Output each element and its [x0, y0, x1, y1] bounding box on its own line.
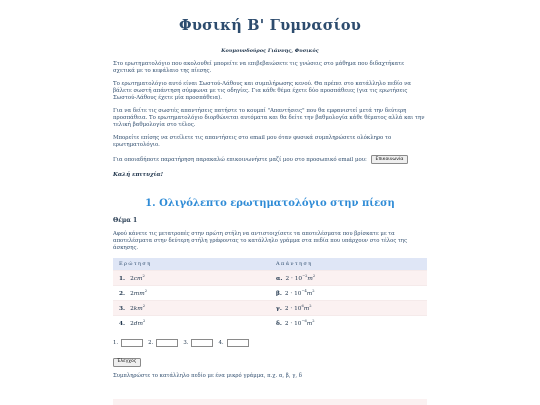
- answer-exponent: 6: [301, 303, 304, 308]
- intro-paragraph-1: Στο ερωτηματολόγιο που ακολουθεί μπορείτε να επιβεβαιώσετε τις γνώσεις στο μάθημα που διδαχτήκατε σχετικά με το κεφάλαιο της πίεσης.: [113, 61, 404, 74]
- question-value: 2: [130, 290, 134, 297]
- question-cell: [113, 270, 270, 285]
- question-table: [113, 258, 427, 330]
- question-unit: dm: [133, 320, 143, 327]
- answer-value: 2 · 10: [284, 305, 302, 312]
- question-unit: mm: [133, 290, 145, 297]
- contact-button[interactable]: Επικοινωνία: [371, 155, 409, 164]
- answer-unit-exponent: 2: [312, 288, 315, 293]
- answer-exponent: −6: [301, 318, 307, 323]
- contact-text: Για οποιαδήποτε παρατήρηση παρακαλώ επικοινωνήστε μαζί μου στο προσωπικό email μου:: [113, 157, 367, 163]
- question-value: 2: [130, 275, 134, 282]
- answer-unit-exponent: 2: [309, 303, 312, 308]
- answer-input-3[interactable]: [191, 339, 213, 347]
- question-value: 2: [130, 320, 134, 327]
- good-luck-text: Καλή επιτυχία!: [113, 172, 164, 178]
- answer-unit: m: [306, 320, 313, 327]
- answer-letter: γ.: [276, 305, 282, 312]
- table-row: [113, 270, 427, 285]
- answer-input-1[interactable]: [121, 339, 143, 347]
- answer-inputs-row: [113, 339, 427, 347]
- answer-label-3: 3.: [183, 340, 189, 346]
- intro-paragraph-2: Το ερωτηματολόγιο αυτό είναι Σωστού-Λάθους και συμπλήρωσης κενού. Θα πρέπει στο κατάλληλο πεδίο να βάλετε σωστή απάντηση σύμφωνα με τις οδηγίες. Για κάθε θέμα έχετε δύο προσπάθειες (για τις ερωτήσεις Σωστού-Λάθους έχετε μία προσπάθεια).: [113, 81, 411, 101]
- answer-label-4: 4.: [218, 340, 224, 346]
- question-number: 1.: [119, 275, 126, 282]
- contact-paragraph: [113, 155, 427, 164]
- answer-value: 2 · 10: [284, 320, 302, 327]
- answer-value: 2 · 10: [284, 290, 302, 297]
- answer-letter: δ.: [276, 320, 282, 327]
- author-line: Κουμουνδούρος Γιάννης, Φυσικός: [221, 48, 319, 54]
- table-header-row: [113, 258, 427, 270]
- table-row: [113, 285, 427, 300]
- question-unit: cm: [133, 275, 143, 282]
- question-number: 3.: [119, 305, 126, 312]
- table-row: [113, 300, 427, 315]
- question-cell: [113, 315, 270, 330]
- answer-value: 2 · 10: [285, 275, 303, 282]
- next-section-band: [113, 399, 427, 405]
- answer-cell: [270, 315, 427, 330]
- question-exponent: 2: [142, 303, 146, 308]
- theme-heading: Θέμα 1: [113, 217, 138, 224]
- answer-input-2[interactable]: [156, 339, 178, 347]
- check-button[interactable]: Έλεγχος: [113, 358, 141, 367]
- answer-unit-exponent: 2: [312, 273, 316, 278]
- answer-cell: [270, 285, 427, 300]
- question-number: 4.: [119, 320, 126, 327]
- answer-letter: β.: [276, 290, 282, 297]
- answer-exponent: −2: [302, 273, 308, 278]
- question-exponent: 2: [142, 273, 145, 278]
- question-number: 2.: [119, 290, 126, 297]
- question-exponent: 2: [144, 288, 148, 293]
- theme-description: Αφού κάνετε τις μετατροπές στην πρώτη στήλη να αντιστοιχίσετε τα αποτελέσματα που βρίσκατε με τα αποτελέσματα στην δεύτερη στήλη γράφοντας το κατάλληλο γράμμα στα πεδία που υπάρχουν στο τέλος της άσκησης.: [113, 231, 408, 251]
- header-question: Ερώτηση: [113, 258, 270, 270]
- header-answer: Απάντηση: [270, 258, 427, 270]
- answer-exponent: −4: [301, 288, 307, 293]
- question-value: 2: [130, 305, 134, 312]
- question-exponent: 2: [142, 318, 146, 323]
- answer-unit: m: [303, 305, 310, 312]
- answer-label-1: 1.: [113, 340, 119, 346]
- intro-paragraph-3: Για να δείτε τις σωστές απαντήσεις πατήστε το κουμπί "Απαντήσεις" που θα εμφανιστεί μετά την δεύτερη προσπάθεια. Το ερωτηματολόγιο διορθώνεται αυτόματα και θα δείτε την βαθμολογία κάθε θέματος αλλά και την τελική βαθμολογία στο τέλος.: [113, 108, 425, 128]
- section-title: 1. Ολιγόλεπτο ερωτηματολόγιο στην πίεση: [145, 198, 395, 209]
- answer-label-2: 2.: [148, 340, 154, 346]
- hint-text: Συμπληρώστε το κατάλληλο πεδίο με ένα μικρό γράμμα, π.χ. α, β, γ, δ: [113, 372, 302, 379]
- answer-letter: α.: [276, 275, 283, 282]
- question-cell: [113, 300, 270, 315]
- answer-unit: m: [306, 290, 313, 297]
- question-unit: km: [133, 305, 143, 312]
- answer-cell: [270, 300, 427, 315]
- page-title: Φυσική Β' Γυμνασίου: [178, 17, 362, 34]
- answer-cell: [270, 270, 427, 285]
- question-cell: [113, 285, 270, 300]
- intro-paragraph-4: Μπορείτε επίσης να στείλετε τις απαντήσεις στο email μου όταν φυσικά συμπληρώσετε ολόκληρο το ερωτηματολόγιο.: [113, 135, 392, 148]
- answer-unit: m: [307, 275, 313, 282]
- answer-unit-exponent: 2: [312, 318, 315, 323]
- main-content: [113, 0, 427, 379]
- table-row: [113, 315, 427, 330]
- answer-input-4[interactable]: [227, 339, 249, 347]
